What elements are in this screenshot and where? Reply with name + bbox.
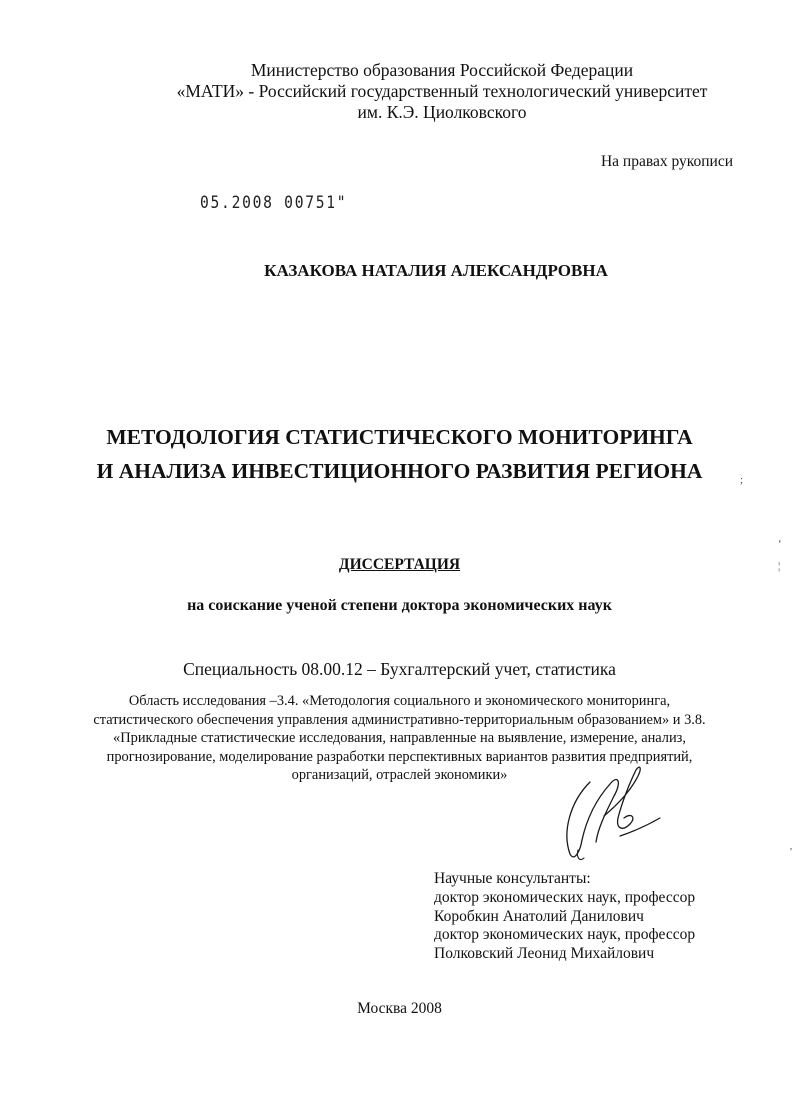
dissertation-title bbox=[0, 420, 799, 488]
research-area-line: «Прикладные статистические исследования, направленные на выявление, измерение, анализ, bbox=[113, 730, 686, 746]
author-name: КАЗАКОВА НАТАЛИЯ АЛЕКСАНДРОВНА bbox=[264, 261, 608, 280]
title-line-2: И АНАЛИЗА ИНВЕСТИЦИОННОГО РАЗВИТИЯ РЕГИОНА bbox=[96, 459, 703, 483]
consultant-degree: доктор экономических наук, профессор bbox=[434, 926, 696, 944]
city-year: Москва 2008 bbox=[357, 1000, 442, 1017]
scan-speck: ‘ bbox=[778, 538, 782, 550]
consultant-degree: доктор экономических наук, профессор bbox=[434, 888, 696, 906]
document-type: ДИССЕРТАЦИЯ bbox=[338, 556, 461, 573]
research-area-line: Область исследования –3.4. «Методология социального и экономического мониторинга, bbox=[128, 693, 671, 709]
header-line-ministry: Министерство образования Российской Федерации bbox=[250, 60, 634, 80]
degree-statement: на соискание ученой степени доктора экономических наук bbox=[187, 597, 612, 614]
handwritten-signature bbox=[560, 762, 670, 867]
registration-stamp-code: 05.2008 00751" bbox=[200, 193, 348, 213]
scan-speck: ¦ bbox=[778, 560, 781, 572]
consultant-name: Полковский Леонид Михайлович bbox=[434, 945, 655, 963]
ministry-header bbox=[0, 60, 799, 123]
header-line-university: «МАТИ» - Российский государственный технологический университет bbox=[176, 81, 708, 101]
research-area-line: прогнозирование, моделирование разработки перспективных вариантов развития предприятий, bbox=[106, 748, 693, 765]
scan-speck: ; bbox=[740, 474, 744, 486]
manuscript-rights-note: На правах рукописи bbox=[600, 153, 733, 170]
research-area bbox=[0, 692, 799, 785]
research-area-line: организаций, отраслей экономики» bbox=[291, 767, 508, 783]
consultant-name: Коробкин Анатолий Данилович bbox=[434, 907, 644, 925]
scan-speck: ' bbox=[790, 846, 792, 858]
scientific-consultants bbox=[434, 870, 695, 964]
research-area-line: статистического обеспечения управления административно-территориальным образованием» и 3.8. bbox=[93, 711, 706, 728]
specialty-line: Специальность 08.00.12 – Бухгалтерский учет, статистика bbox=[183, 659, 616, 679]
consultants-heading: Научные консультанты: bbox=[434, 870, 591, 887]
header-line-named-after: им. К.Э. Циолковского bbox=[357, 102, 527, 122]
title-line-1: МЕТОДОЛОГИЯ СТАТИСТИЧЕСКОГО МОНИТОРИНГА bbox=[106, 425, 693, 449]
